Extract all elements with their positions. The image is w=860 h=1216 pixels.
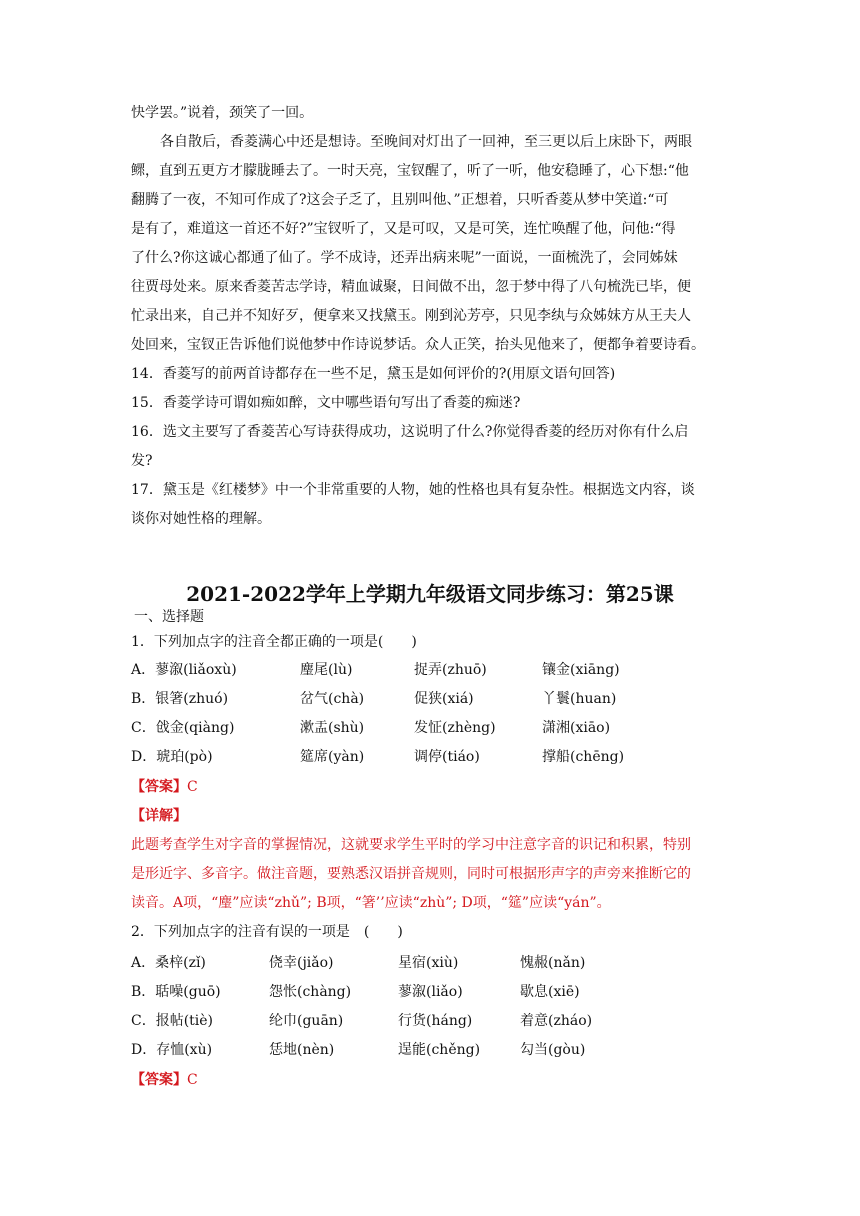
q1-detail-line: 读音。A项，“麈”应读“zhǔ”; B项，“箸’’应读“zhù”; D项，“筵”应读“yán”。 (131, 895, 611, 911)
option-term: D．琥珀(pò) (131, 749, 213, 765)
option-term: A．桑梓(zǐ) (131, 955, 206, 971)
q1-detail-line: 此题考查学生对字音的掌握情况，这就要求学生平时的学习中注意字音的识记和积累，特别 (131, 837, 691, 853)
option-term: 逞能(chěng) (398, 1042, 481, 1058)
passage-line: 翻腾了一夜，不知可作成了?这会子乏了，且别叫他、”正想着，只听香菱从梦中笑道:“可 (131, 192, 669, 208)
passage-line: 是有了，难道这一首还不好?”宝钗听了，又是可叹，又是可笑，连忙唤醒了他，问他:“得 (131, 221, 676, 237)
passage-line: 了什么?你这诚心都通了仙了。学不成诗，还弄出病来呢”一面说，一面梳洗了，会同姊妹 (131, 250, 678, 266)
option-term: C．报帖(tiè) (131, 1013, 214, 1029)
passage-line: 鳏，直到五更方才朦胧睡去了。一时天亮，宝钗醒了，听了一听，他安稳睡了，心下想:“他 (131, 163, 689, 179)
option-term: 撑船(chēng) (542, 749, 625, 765)
option-term: 行货(háng) (398, 1013, 473, 1029)
option-term: 蓼溆(liǎo) (398, 984, 463, 1000)
answer-label: 【答案】 (131, 1072, 187, 1088)
passage-line: 往贾母处来。原来香菱苦志学诗，精血诚聚，日间做不出，忽于梦中得了八句梳洗已毕，便 (131, 279, 691, 295)
passage-line: 各自散后，香菱满心中还是想诗。至晚间对灯出了一回神，至三更以后上床卧下，两眼 (160, 134, 692, 150)
option-term: 星宿(xiù) (398, 955, 459, 971)
page-title: 2021-2022学年上学期九年级语文同步练习：第25课 (186, 582, 674, 606)
option-term: 怨怅(chàng) (269, 984, 352, 1000)
option-term: 潇湘(xiāo) (542, 720, 611, 736)
option-term: B．银箸(zhuó) (131, 691, 229, 707)
passage-line: 忙录出来，自己并不知好歹，便拿来又找黛玉。刚到沁芳亭，只见李纨与众姊妹方从王夫人 (131, 308, 691, 324)
question-15: 15．香菱学诗可谓如痴如醉，文中哪些语句写出了香菱的痴迷? (131, 395, 521, 411)
question-16-cont: 发? (131, 453, 153, 469)
option-term: 勾当(gòu) (520, 1042, 586, 1058)
answer-label: 【答案】 (131, 779, 187, 795)
option-term: 歇息(xiē) (520, 984, 580, 1000)
option-term: 丫鬟(huan) (542, 691, 617, 707)
option-term: D．存恤(xù) (131, 1042, 213, 1058)
option-term: 促狭(xiá) (414, 691, 474, 707)
question-2-stem: 2．下列加点字的注音有误的一项是 ( ) (131, 924, 403, 940)
question-17-cont: 谈你对她性格的理解。 (131, 511, 271, 527)
option-term: 筵席(yàn) (300, 749, 365, 765)
option-term: 恁地(nèn) (269, 1042, 335, 1058)
option-term: B．聒噪(guō) (131, 984, 221, 1000)
option-term: A．蓼溆(liǎoxù) (131, 662, 237, 678)
answer-value: C (187, 779, 198, 795)
q1-answer (131, 777, 198, 797)
option-term: 捉弄(zhuō) (414, 662, 487, 678)
answer-value: C (187, 1072, 198, 1088)
option-term: 岔气(chà) (300, 691, 365, 707)
option-term: 着意(zháo) (520, 1013, 593, 1029)
option-term: 麈尾(lù) (300, 662, 353, 678)
q1-detail-line: 是形近字、多音字。做注音题，要熟悉汉语拼音规则，同时可根据形声字的声旁来推断它的 (131, 866, 691, 882)
option-term: C．戗金(qiàng) (131, 720, 235, 736)
question-17: 17．黛玉是《红楼梦》中一个非常重要的人物，她的性格也具有复杂性。根据选文内容，谈 (131, 482, 695, 498)
q1-detail-label: 【详解】 (131, 808, 187, 824)
question-14: 14．香菱写的前两首诗都存在一些不足，黛玉是如何评价的?(用原文语句回答) (131, 366, 616, 382)
option-term: 发怔(zhèng) (414, 720, 496, 736)
question-1-stem: 1．下列加点字的注音全都正确的一项是( ) (131, 634, 417, 650)
question-16: 16．选文主要写了香菱苦心写诗获得成功，这说明了什么?你觉得香菱的经历对你有什么启 (131, 424, 689, 440)
option-term: 调停(tiáo) (414, 749, 480, 765)
q2-answer (131, 1070, 198, 1090)
option-term: 侥幸(jiǎo) (269, 955, 334, 971)
option-term: 镶金(xiāng) (542, 662, 620, 678)
passage-line: 快学罢。”说着，颈笑了一回。 (131, 105, 314, 121)
option-term: 漱盂(shù) (300, 720, 365, 736)
passage-line: 处回来，宝钗正告诉他们说他梦中作诗说梦话。众人正笑，抬头见他来了，便都争着要诗看。 (131, 337, 705, 353)
option-term: 纶巾(guān) (269, 1013, 344, 1029)
section-heading: 一、选择题 (134, 609, 204, 625)
option-term: 愧赧(nǎn) (520, 955, 586, 971)
